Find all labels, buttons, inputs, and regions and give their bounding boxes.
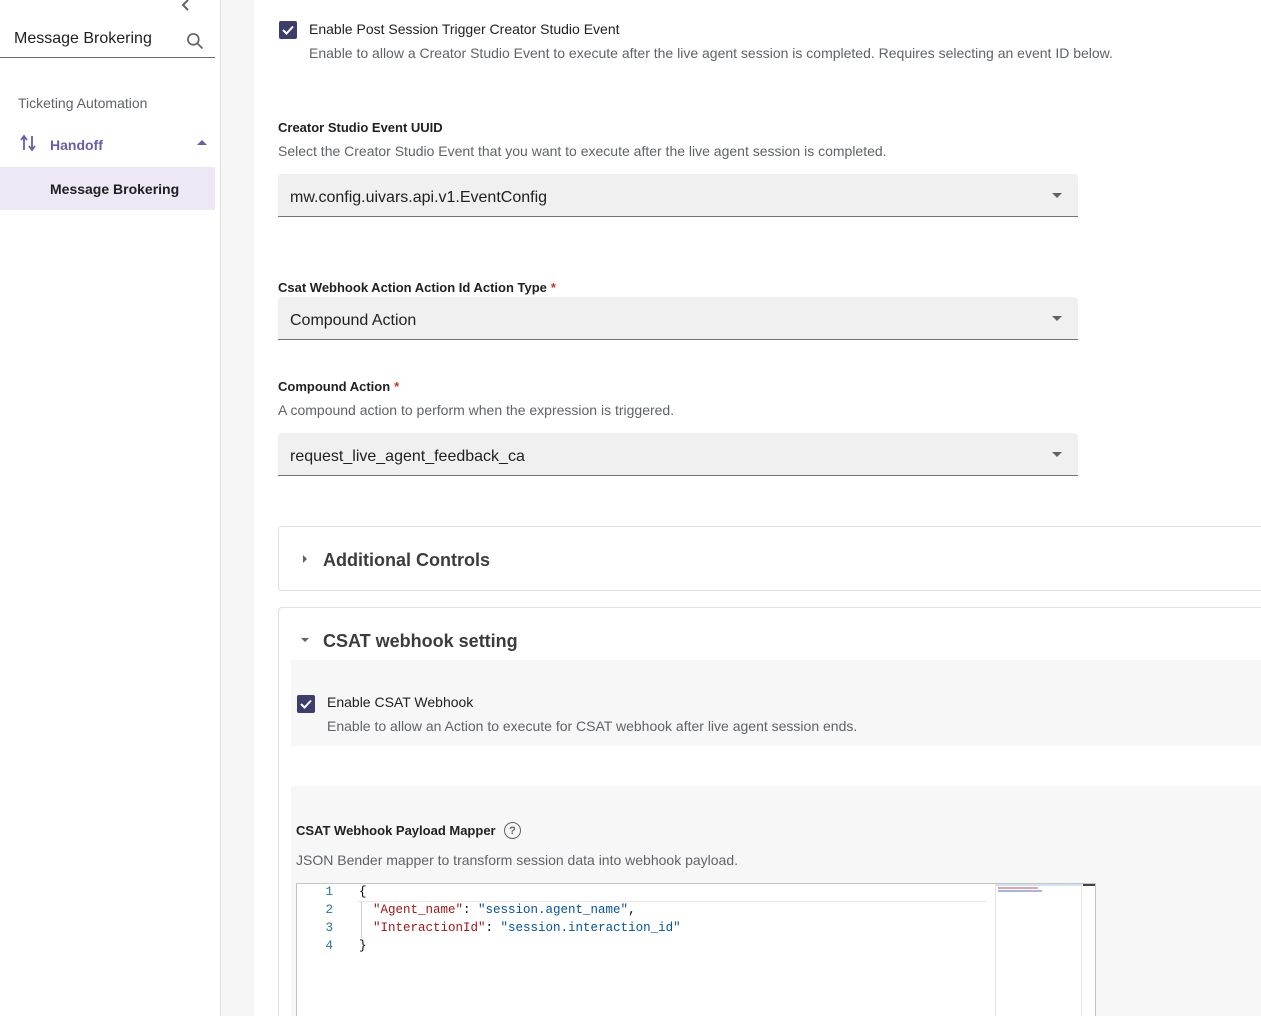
search-input[interactable]: [14, 30, 179, 48]
payload-mapper-label: CSAT Webhook Payload Mapper: [296, 823, 496, 838]
line-number: 4: [325, 939, 333, 953]
sidebar-item-handoff[interactable]: [0, 130, 215, 158]
compound-action-description: A compound action to perform when the expression is triggered.: [278, 402, 675, 418]
json-key: "InteractionId": [373, 921, 486, 935]
event-uuid-description: Select the Creator Studio Event that you want to execute after the live agent session is completed.: [278, 143, 887, 159]
action-type-select[interactable]: [278, 297, 1078, 340]
panel-title: CSAT webhook setting: [323, 631, 518, 651]
json-comma: ,: [628, 903, 636, 917]
post-session-checkbox[interactable]: [279, 21, 297, 39]
action-type-label: [278, 280, 556, 295]
json-value: "session.agent_name": [478, 903, 629, 917]
json-separator: :: [463, 903, 479, 917]
compound-action-select[interactable]: [278, 433, 1078, 476]
collapse-arrow-icon: [301, 638, 309, 642]
enable-csat-checkbox[interactable]: [297, 695, 315, 713]
code-text: [373, 921, 681, 935]
select-value: request_live_agent_feedback_ca: [290, 448, 525, 465]
code-text: [373, 903, 636, 917]
additional-controls-header[interactable]: [279, 527, 1261, 591]
expand-arrow-icon: [303, 555, 307, 563]
code-line: [297, 885, 997, 903]
line-number: 3: [325, 921, 333, 935]
json-separator: :: [485, 921, 501, 935]
required-marker: *: [394, 379, 400, 394]
compound-action-label-text: Compound Action: [278, 379, 391, 394]
dropdown-arrow-icon: [1052, 452, 1062, 457]
action-type-label-text: Csat Webhook Action Action Id Action Type: [278, 280, 547, 295]
sidebar-item-message-brokering[interactable]: [0, 167, 215, 210]
csat-webhook-panel: [278, 607, 1261, 1016]
sidebar-item-label: Message Brokering: [50, 181, 180, 197]
event-uuid-label: Creator Studio Event UUID: [278, 120, 443, 135]
select-value: mw.config.uivars.api.v1.EventConfig: [290, 189, 548, 206]
main-content: [254, 0, 1261, 1016]
payload-mapper-block: [291, 786, 1261, 1016]
caret-up-icon: [197, 140, 207, 145]
code-text: }: [359, 939, 367, 953]
scrollbar-thumb[interactable]: [1083, 884, 1095, 886]
minimap-viewport: [996, 884, 1082, 886]
json-key: "Agent_name": [373, 903, 464, 917]
post-session-description: Enable to allow a Creator Studio Event to execute after the live agent session is completed. Requires selecting an event ID below.: [309, 45, 1113, 61]
code-line: [297, 939, 997, 957]
required-marker: *: [550, 280, 556, 295]
check-icon: [281, 23, 295, 37]
compound-action-label: [278, 379, 399, 394]
json-code-editor[interactable]: [296, 883, 1096, 1016]
help-icon[interactable]: ?: [504, 822, 521, 839]
minimap-line: [998, 887, 1038, 889]
json-value: "session.interaction_id": [500, 921, 681, 935]
dropdown-arrow-icon: [1052, 193, 1062, 198]
enable-csat-label: Enable CSAT Webhook: [327, 694, 474, 710]
panel-title: Additional Controls: [323, 550, 490, 570]
payload-mapper-description: JSON Bender mapper to transform session data into webhook payload.: [296, 852, 739, 868]
code-line: [297, 903, 997, 921]
collapse-sidebar-button[interactable]: [177, 0, 195, 14]
dropdown-arrow-icon: [1052, 316, 1062, 321]
search-icon[interactable]: [185, 31, 205, 51]
event-uuid-select[interactable]: [278, 174, 1078, 217]
line-number: 2: [325, 903, 333, 917]
editor-scrollbar[interactable]: [1081, 884, 1095, 1016]
post-session-label: Enable Post Session Trigger Creator Studio Event: [309, 21, 620, 37]
line-number: 1: [325, 885, 333, 899]
csat-enable-block: [291, 660, 1261, 746]
chevron-left-icon: [181, 0, 191, 11]
sidebar-item-label: Handoff: [50, 137, 103, 153]
sidebar-section-title: Ticketing Automation: [18, 95, 148, 111]
code-line: [297, 921, 997, 939]
select-value: Compound Action: [290, 312, 417, 329]
editor-minimap[interactable]: [995, 884, 1081, 1016]
sidebar-search: [0, 24, 215, 58]
sidebar: [0, 0, 221, 1016]
check-icon: [299, 697, 313, 711]
enable-csat-description: Enable to allow an Action to execute for CSAT webhook after live agent session ends.: [327, 718, 858, 734]
code-text: {: [359, 885, 367, 899]
minimap-line: [998, 890, 1042, 892]
additional-controls-panel: [278, 526, 1261, 591]
swap-vertical-icon: [20, 134, 36, 152]
